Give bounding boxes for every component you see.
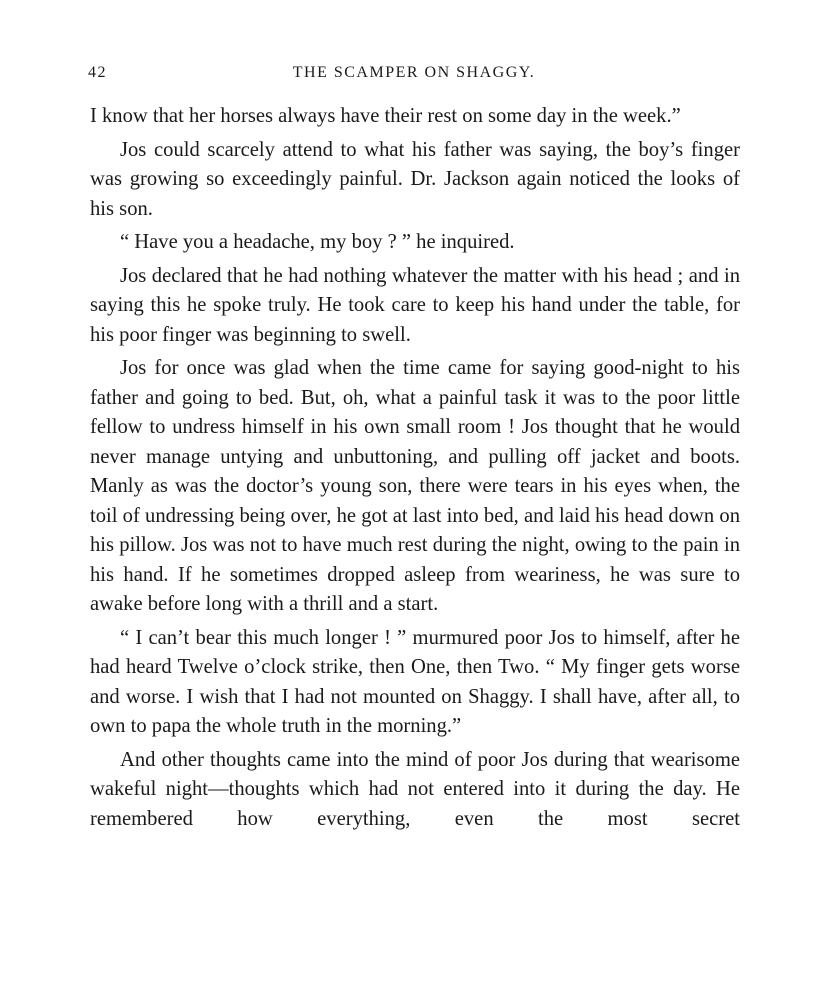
paragraph: I know that her horses always have their rest on some day in the week.” <box>90 105 681 127</box>
body-text <box>90 102 740 838</box>
paragraph: “ I can’t bear this much longer ! ” murmured poor Jos to himself, after he had heard Twelve o’clock strike, then One, then Two. “ My finger gets worse and worse. I wish that I had not mounted on Shaggy. I shall have, after all, to own to papa the whole truth in the morning.” <box>90 626 740 737</box>
running-head <box>88 64 740 88</box>
running-title: THE SCAMPER ON SHAGGY. <box>292 64 536 81</box>
paragraph: And other thoughts came into the mind of poor Jos during that wearisome wakeful night—thoughts which had not entered into it during the day. He remembered how everything, even the most secret <box>90 748 740 830</box>
paragraph: “ Have you a headache, my boy ? ” he inquired. <box>120 231 515 253</box>
paragraph: Jos for once was glad when the time came for saying good-night to his father and going to bed. But, oh, what a painful task it was to the poor little fellow to undress himself in his own small room ! Jos thought that he would never manage untying and unbuttoning, and pulling off jacket and boots. Manly as was the doctor’s young son, there were tears in his eyes when, the toil of undressing being over, he got at last into bed, and laid his head down on his pillow. Jos was not to have much rest during the night, owing to the pain in his hand. If he sometimes dropped asleep from weariness, he was sure to awake before long with a thrill and a start. <box>90 357 740 615</box>
paragraph: Jos could scarcely attend to what his father was saying, the boy’s finger was growing so exceedingly painful. Dr. Jackson again noticed the looks of his son. <box>90 138 740 220</box>
page-number: 42 <box>88 64 107 81</box>
paragraph: Jos declared that he had nothing whatever the matter with his head ; and in saying this he spoke truly. He took care to keep his hand under the table, for his poor finger was beginning to swell. <box>90 264 740 346</box>
